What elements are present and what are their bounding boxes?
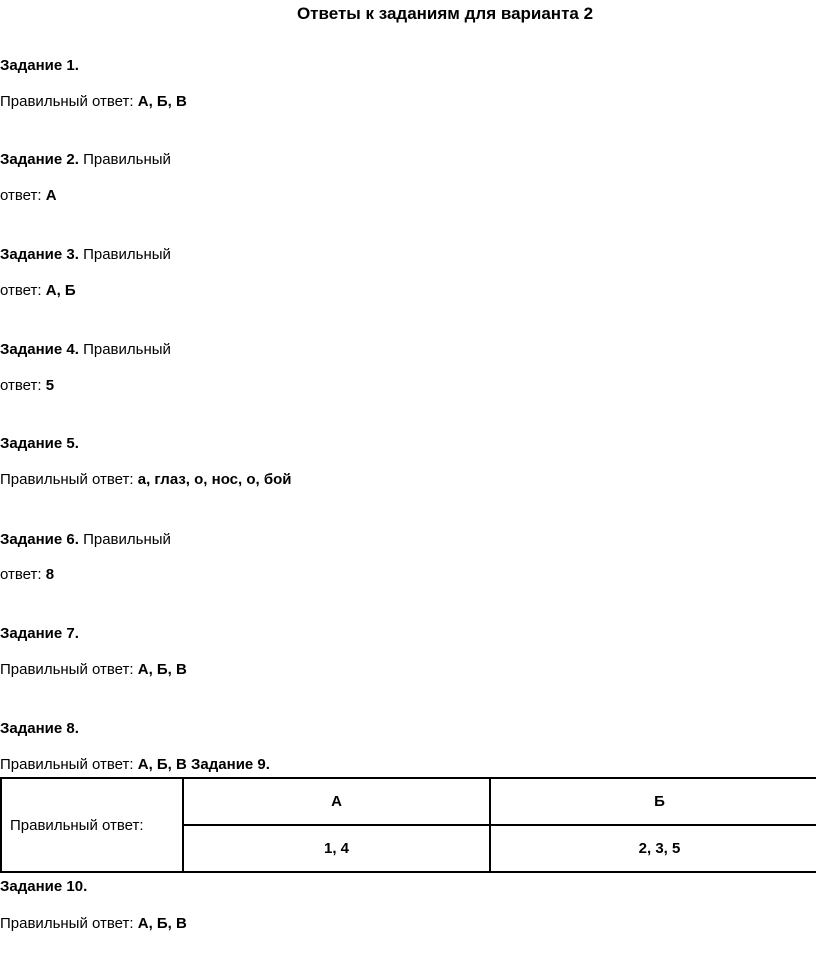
answer-label: ответ: bbox=[0, 187, 42, 204]
task-4-heading-line bbox=[0, 341, 171, 359]
task-3-heading-line bbox=[0, 246, 171, 264]
task-2-heading: Задание 2. bbox=[0, 151, 79, 168]
task-1-heading: Задание 1. bbox=[0, 57, 79, 74]
task-4-heading: Задание 4. bbox=[0, 341, 79, 358]
answer-label-part: Правильный bbox=[83, 341, 171, 358]
task-5-answer-line bbox=[0, 471, 291, 489]
answer-value: А, Б bbox=[45, 282, 76, 299]
task-2-answer-line bbox=[0, 187, 57, 205]
task-3-heading: Задание 3. bbox=[0, 246, 79, 263]
answer-label-part: Правильный bbox=[83, 151, 171, 168]
task-8-answer-line bbox=[0, 756, 270, 774]
answer-value: А, Б, В bbox=[137, 756, 187, 773]
table-row bbox=[1, 778, 816, 825]
task-10-answer-line bbox=[0, 915, 187, 933]
task-10-heading: Задание 10. bbox=[0, 878, 88, 895]
task-6-heading-line bbox=[0, 531, 171, 549]
task-3-answer-line bbox=[0, 282, 76, 300]
task-5-heading: Задание 5. bbox=[0, 435, 79, 452]
answer-label-part: Правильный bbox=[83, 531, 171, 548]
answer-value: А, Б, В bbox=[137, 915, 187, 932]
task-8-heading: Задание 8. bbox=[0, 720, 79, 737]
table-row-label: Правильный ответ: bbox=[1, 778, 183, 872]
table-header-a: А bbox=[183, 778, 490, 825]
page-title: Ответы к заданиям для варианта 2 bbox=[296, 4, 594, 23]
task-4-answer-line bbox=[0, 377, 54, 395]
task-2-heading-line bbox=[0, 151, 171, 169]
task-6-answer-line bbox=[0, 566, 54, 584]
task-7-heading: Задание 7. bbox=[0, 625, 79, 642]
answer-label: ответ: bbox=[0, 566, 42, 583]
answer-value: 8 bbox=[45, 566, 55, 583]
task-6-heading: Задание 6. bbox=[0, 531, 79, 548]
answer-label-part: Правильный bbox=[83, 246, 171, 263]
answer-label: Правильный ответ: bbox=[0, 471, 134, 488]
answer-label: Правильный ответ: bbox=[0, 915, 134, 932]
answer-label: Правильный ответ: bbox=[0, 756, 134, 773]
answer-value: А, Б, В bbox=[137, 661, 187, 678]
task-9-answer-table bbox=[0, 777, 816, 873]
table-header-b: Б bbox=[490, 778, 816, 825]
answer-value: а, глаз, о, нос, о, бой bbox=[137, 471, 292, 488]
answer-label: Правильный ответ: bbox=[0, 661, 134, 678]
table-cell-b: 2, 3, 5 bbox=[490, 825, 816, 872]
task-9-heading: Задание 9. bbox=[191, 756, 270, 773]
answer-value: А, Б, В bbox=[137, 93, 187, 110]
answer-value: А bbox=[45, 187, 57, 204]
task-7-answer-line bbox=[0, 661, 187, 679]
answer-label: Правильный ответ: bbox=[0, 93, 134, 110]
table-cell-a: 1, 4 bbox=[183, 825, 490, 872]
answer-value: 5 bbox=[45, 377, 55, 394]
answer-label: ответ: bbox=[0, 377, 42, 394]
answer-label: ответ: bbox=[0, 282, 42, 299]
task-1-answer-line bbox=[0, 93, 187, 111]
